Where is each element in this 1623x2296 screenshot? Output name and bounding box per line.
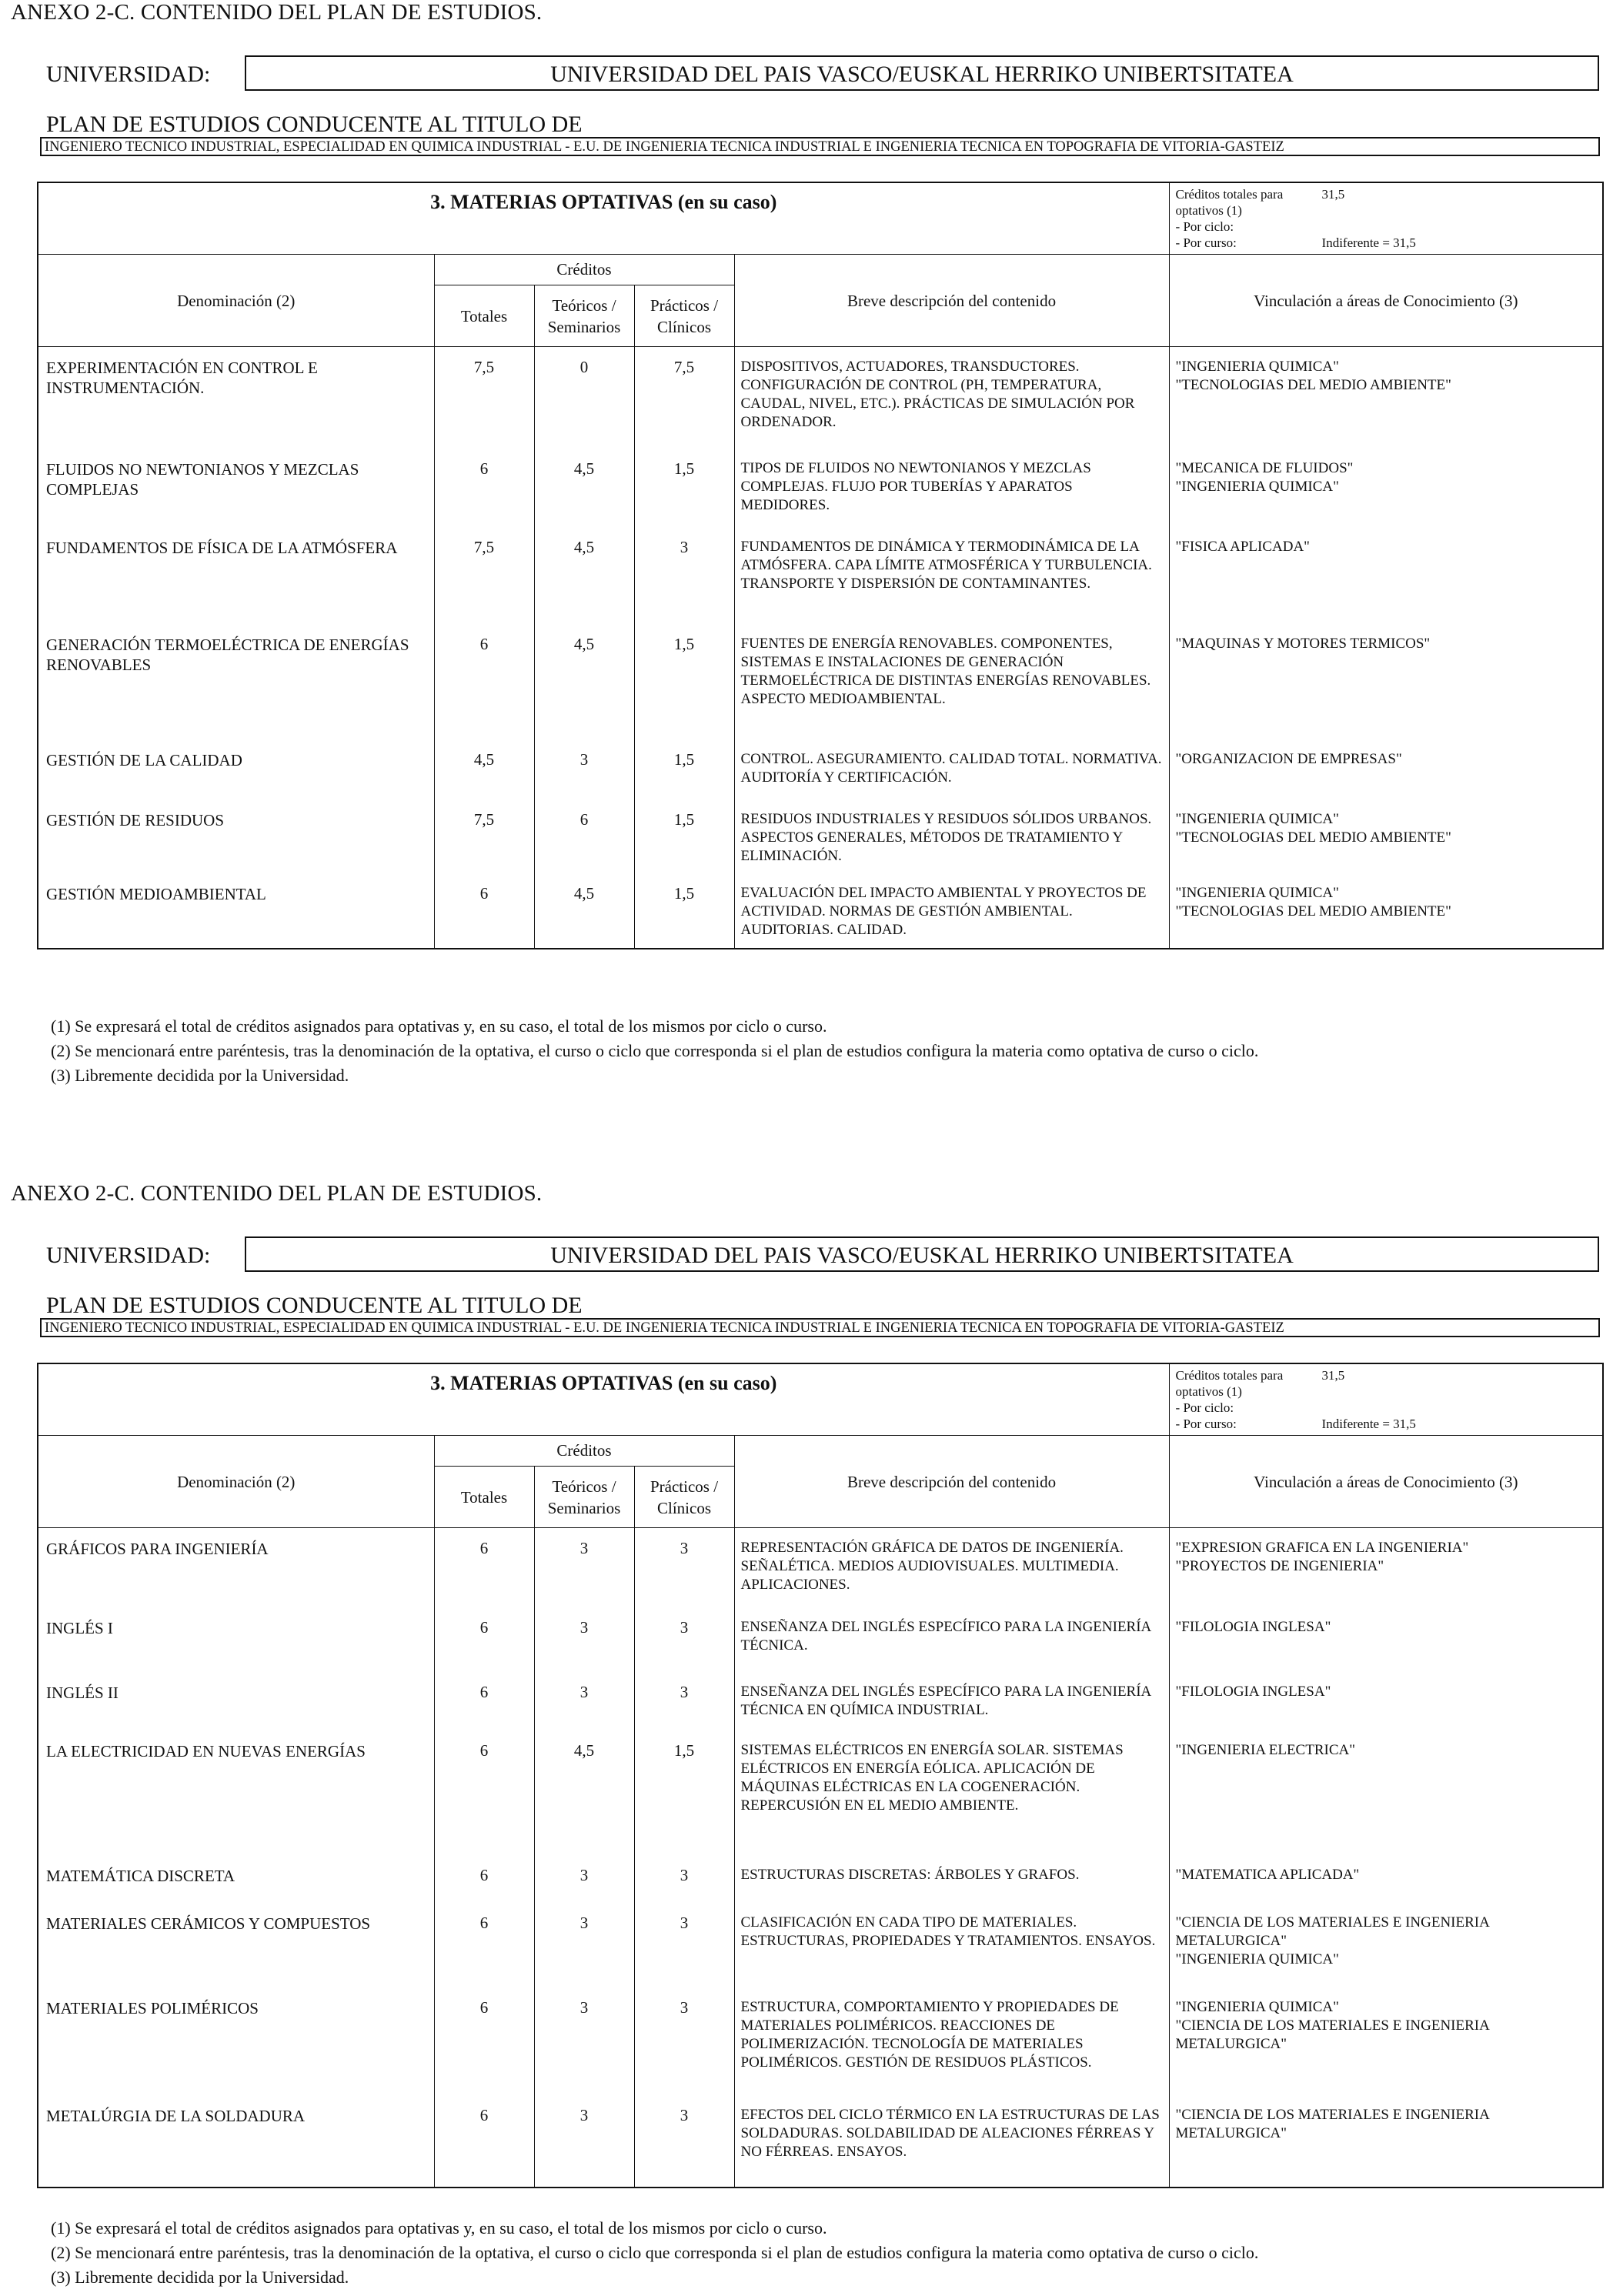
spacer-cell [1169, 943, 1603, 949]
creditos-practicos: 1,5 [634, 1730, 734, 1855]
header-totales: Totales [434, 1467, 534, 1528]
footnote-1: (1) Se expresará el total de créditos asignados para optativas y, en su caso, el total de los mismos por ciclo o curso. [51, 1016, 827, 1036]
curso-label: - Por curso: [1175, 235, 1237, 250]
header-vinculacion: Vinculación a áreas de Conocimiento (3) [1169, 1436, 1603, 1528]
materia-descripcion: FUNDAMENTOS DE DINÁMICA Y TERMODINÁMICA DE LA ATMÓSFERA. CAPA LÍMITE ATMOSFÉRICA Y TURBULENCIA. TRANSPORTE Y DISPERSIÓN DE CONTAMINANTES. [734, 527, 1169, 624]
spacer-cell [534, 2181, 634, 2188]
titulo-value: INGENIERO TECNICO INDUSTRIAL, ESPECIALIDAD EN QUIMICA INDUSTRIAL - E.U. DE INGENIERIA TECNICA INDUSTRIAL E INGENIERIA TECNICA EN TOPOGRAFIA DE VITORIA-GASTEIZ [40, 137, 1600, 156]
footnotes [51, 1014, 1258, 1088]
header-descripcion: Breve descripción del contenido [734, 255, 1169, 347]
creditos-totales: 7,5 [434, 799, 534, 873]
table-bottom-spacer [38, 2181, 1603, 2188]
creditos-totales: 6 [434, 1730, 534, 1855]
spacer-cell [534, 943, 634, 949]
creditos-teoricos: 3 [534, 739, 634, 799]
footnote-3: (3) Libremente decidida por la Universidad. [51, 2268, 349, 2287]
area-conocimiento: "INGENIERIA ELECTRICA" [1169, 1730, 1603, 1855]
table-row [38, 1730, 1603, 1855]
area-conocimiento: "ORGANIZACION DE EMPRESAS" [1169, 739, 1603, 799]
table-row [38, 873, 1603, 943]
area-conocimiento: "INGENIERIA QUIMICA" "TECNOLOGIAS DEL MEDIO AMBIENTE" [1169, 347, 1603, 449]
spacer-cell [634, 943, 734, 949]
materia-name: EXPERIMENTACIÓN EN CONTROL E INSTRUMENTACIÓN. [38, 347, 434, 449]
header-creditos: Créditos [434, 1436, 734, 1467]
table-row [38, 1607, 1603, 1672]
materia-descripcion: CLASIFICACIÓN EN CADA TIPO DE MATERIALES. ESTRUCTURAS, PROPIEDADES Y TRATAMIENTOS. ENSAYOS. [734, 1903, 1169, 1987]
materia-descripcion: DISPOSITIVOS, ACTUADORES, TRANSDUCTORES. CONFIGURACIÓN DE CONTROL (PH, TEMPERATURA, CAUDAL, NIVEL, ETC.). PRÁCTICAS DE SIMULACIÓN POR ORDENADOR. [734, 347, 1169, 449]
creditos-teoricos: 4,5 [534, 624, 634, 739]
creditos-teoricos: 3 [534, 2095, 634, 2181]
ciclo-label: - Por ciclo: [1175, 219, 1234, 234]
materia-name: INGLÉS II [38, 1672, 434, 1730]
header-teoricos: Teóricos / Seminarios [534, 285, 634, 347]
creditos-totales: 6 [434, 624, 534, 739]
header-denominacion: Denominación (2) [38, 1436, 434, 1528]
creditos-totales: 6 [434, 449, 534, 527]
total-value: 31,5 [1321, 1368, 1345, 1383]
curso-label: - Por curso: [1175, 1417, 1237, 1431]
materia-descripcion: CONTROL. ASEGURAMIENTO. CALIDAD TOTAL. NORMATIVA. AUDITORÍA Y CERTIFICACIÓN. [734, 739, 1169, 799]
materia-descripcion: ENSEÑANZA DEL INGLÉS ESPECÍFICO PARA LA INGENIERÍA TÉCNICA. [734, 1607, 1169, 1672]
materia-descripcion: ENSEÑANZA DEL INGLÉS ESPECÍFICO PARA LA INGENIERÍA TÉCNICA EN QUÍMICA INDUSTRIAL. [734, 1672, 1169, 1730]
materia-descripcion: RESIDUOS INDUSTRIALES Y RESIDUOS SÓLIDOS URBANOS. ASPECTOS GENERALES, MÉTODOS DE TRATAMIENTO Y ELIMINACIÓN. [734, 799, 1169, 873]
materia-name: METALÚRGIA DE LA SOLDADURA [38, 2095, 434, 2181]
table-row [38, 739, 1603, 799]
area-conocimiento: "FILOLOGIA INGLESA" [1169, 1672, 1603, 1730]
materia-name: GESTIÓN DE RESIDUOS [38, 799, 434, 873]
creditos-teoricos: 3 [534, 1672, 634, 1730]
footnote-3: (3) Libremente decidida por la Universidad. [51, 1066, 349, 1085]
materia-descripcion: ESTRUCTURA, COMPORTAMIENTO Y PROPIEDADES DE MATERIALES POLIMÉRICOS. REACCIONES DE POLIMERIZACIÓN. TECNOLOGÍA DE MATERIALES POLIMÉRICOS. GESTIÓN DE RESIDUOS PLÁSTICOS. [734, 1987, 1169, 2095]
spacer-cell [634, 2181, 734, 2188]
optativas-table [37, 1363, 1604, 2188]
creditos-teoricos: 3 [534, 1607, 634, 1672]
table-row [38, 2095, 1603, 2181]
footnotes [51, 2216, 1258, 2290]
totals-block [1169, 182, 1603, 255]
creditos-practicos: 1,5 [634, 624, 734, 739]
creditos-teoricos: 0 [534, 347, 634, 449]
spacer-cell [434, 2181, 534, 2188]
creditos-practicos: 3 [634, 1903, 734, 1987]
creditos-teoricos: 3 [534, 1855, 634, 1903]
area-conocimiento: "INGENIERIA QUIMICA" "CIENCIA DE LOS MATERIALES E INGENIERIA METALURGICA" [1169, 1987, 1603, 2095]
creditos-totales: 7,5 [434, 527, 534, 624]
creditos-totales: 4,5 [434, 739, 534, 799]
area-conocimiento: "MECANICA DE FLUIDOS" "INGENIERIA QUIMICA" [1169, 449, 1603, 527]
plan-label: PLAN DE ESTUDIOS CONDUCENTE AL TITULO DE [46, 1293, 583, 1318]
table-row [38, 1987, 1603, 2095]
spacer-cell [734, 943, 1169, 949]
materia-name: MATERIALES CERÁMICOS Y COMPUESTOS [38, 1903, 434, 1987]
creditos-totales: 6 [434, 1528, 534, 1607]
spacer-cell [734, 2181, 1169, 2188]
total-value: 31,5 [1321, 187, 1345, 202]
table-row [38, 1855, 1603, 1903]
creditos-teoricos: 4,5 [534, 527, 634, 624]
ciclo-label: - Por ciclo: [1175, 1400, 1234, 1415]
creditos-totales: 6 [434, 1672, 534, 1730]
universidad-label: UNIVERSIDAD: [46, 1243, 211, 1268]
header-denominacion: Denominación (2) [38, 255, 434, 347]
spacer-cell [38, 943, 434, 949]
header-creditos: Créditos [434, 255, 734, 285]
creditos-totales: 6 [434, 873, 534, 943]
header-descripcion: Breve descripción del contenido [734, 1436, 1169, 1528]
section-title: 3. MATERIAS OPTATIVAS (en su caso) [38, 182, 1169, 255]
materia-descripcion: EVALUACIÓN DEL IMPACTO AMBIENTAL Y PROYECTOS DE ACTIVIDAD. NORMAS DE GESTIÓN AMBIENTAL. AUDITORIAS. CALIDAD. [734, 873, 1169, 943]
totals-block [1169, 1363, 1603, 1436]
header-practicos: Prácticos / Clínicos [634, 285, 734, 347]
materia-name: FLUIDOS NO NEWTONIANOS Y MEZCLAS COMPLEJAS [38, 449, 434, 527]
creditos-totales: 6 [434, 1987, 534, 2095]
creditos-totales: 6 [434, 1607, 534, 1672]
table-row [38, 799, 1603, 873]
area-conocimiento: "FISICA APLICADA" [1169, 527, 1603, 624]
footnote-2: (2) Se mencionará entre paréntesis, tras la denominación de la optativa, el curso o ciclo que corresponda si el plan de estudios configura la materia como optativa de curso o ciclo. [51, 1041, 1259, 1060]
universidad-value: UNIVERSIDAD DEL PAIS VASCO/EUSKAL HERRIKO UNIBERTSITATEA [245, 1236, 1599, 1272]
spacer-cell [1169, 2181, 1603, 2188]
materia-name: GENERACIÓN TERMOELÉCTRICA DE ENERGÍAS RENOVABLES [38, 624, 434, 739]
materia-descripcion: EFECTOS DEL CICLO TÉRMICO EN LA ESTRUCTURAS DE LAS SOLDADURAS. SOLDABILIDAD DE ALEACIONES FÉRREAS Y NO FÉRREAS. ENSAYOS. [734, 2095, 1169, 2181]
total-label: Créditos totales para optativos (1) [1175, 1368, 1284, 1399]
materia-descripcion: REPRESENTACIÓN GRÁFICA DE DATOS DE INGENIERÍA. SEÑALÉTICA. MEDIOS AUDIOVISUALES. MULTIMEDIA. APLICACIONES. [734, 1528, 1169, 1607]
area-conocimiento: "INGENIERIA QUIMICA" "TECNOLOGIAS DEL MEDIO AMBIENTE" [1169, 799, 1603, 873]
creditos-practicos: 3 [634, 1987, 734, 2095]
materia-name: GESTIÓN MEDIOAMBIENTAL [38, 873, 434, 943]
creditos-practicos: 3 [634, 1855, 734, 1903]
creditos-teoricos: 3 [534, 1987, 634, 2095]
table-row [38, 527, 1603, 624]
creditos-practicos: 1,5 [634, 739, 734, 799]
creditos-practicos: 3 [634, 527, 734, 624]
curso-value: Indiferente = 31,5 [1321, 1417, 1416, 1431]
materia-name: LA ELECTRICIDAD EN NUEVAS ENERGÍAS [38, 1730, 434, 1855]
optativas-table [37, 182, 1604, 949]
materia-name: MATERIALES POLIMÉRICOS [38, 1987, 434, 2095]
materia-name: FUNDAMENTOS DE FÍSICA DE LA ATMÓSFERA [38, 527, 434, 624]
creditos-teoricos: 4,5 [534, 873, 634, 943]
creditos-practicos: 3 [634, 2095, 734, 2181]
table-row [38, 1672, 1603, 1730]
area-conocimiento: "FILOLOGIA INGLESA" [1169, 1607, 1603, 1672]
area-conocimiento: "MAQUINAS Y MOTORES TERMICOS" [1169, 624, 1603, 739]
creditos-practicos: 1,5 [634, 873, 734, 943]
creditos-teoricos: 3 [534, 1528, 634, 1607]
creditos-practicos: 3 [634, 1672, 734, 1730]
section-title: 3. MATERIAS OPTATIVAS (en su caso) [38, 1363, 1169, 1436]
creditos-practicos: 1,5 [634, 799, 734, 873]
creditos-teoricos: 3 [534, 1903, 634, 1987]
creditos-totales: 7,5 [434, 347, 534, 449]
creditos-practicos: 1,5 [634, 449, 734, 527]
materia-name: GRÁFICOS PARA INGENIERÍA [38, 1528, 434, 1607]
creditos-teoricos: 4,5 [534, 1730, 634, 1855]
table-row [38, 347, 1603, 449]
area-conocimiento: "CIENCIA DE LOS MATERIALES E INGENIERIA METALURGICA" [1169, 2095, 1603, 2181]
area-conocimiento: "CIENCIA DE LOS MATERIALES E INGENIERIA METALURGICA" "INGENIERIA QUIMICA" [1169, 1903, 1603, 1987]
creditos-totales: 6 [434, 1903, 534, 1987]
header-totales: Totales [434, 285, 534, 347]
creditos-practicos: 3 [634, 1607, 734, 1672]
materia-name: GESTIÓN DE LA CALIDAD [38, 739, 434, 799]
annex-title: ANEXO 2-C. CONTENIDO DEL PLAN DE ESTUDIOS. [11, 1181, 543, 1206]
materia-name: MATEMÁTICA DISCRETA [38, 1855, 434, 1903]
area-conocimiento: "EXPRESION GRAFICA EN LA INGENIERIA" "PROYECTOS DE INGENIERIA" [1169, 1528, 1603, 1607]
table-row [38, 624, 1603, 739]
universidad-label: UNIVERSIDAD: [46, 62, 211, 87]
header-teoricos: Teóricos / Seminarios [534, 1467, 634, 1528]
footnote-2: (2) Se mencionará entre paréntesis, tras la denominación de la optativa, el curso o ciclo que corresponda si el plan de estudios configura la materia como optativa de curso o ciclo. [51, 2243, 1259, 2262]
footnote-1: (1) Se expresará el total de créditos asignados para optativas y, en su caso, el total de los mismos por ciclo o curso. [51, 2218, 827, 2238]
creditos-teoricos: 4,5 [534, 449, 634, 527]
table-row [38, 1903, 1603, 1987]
curso-value: Indiferente = 31,5 [1321, 235, 1416, 250]
total-label: Créditos totales para optativos (1) [1175, 187, 1284, 218]
table-row [38, 449, 1603, 527]
creditos-practicos: 3 [634, 1528, 734, 1607]
annex-title: ANEXO 2-C. CONTENIDO DEL PLAN DE ESTUDIOS. [11, 0, 543, 25]
titulo-value: INGENIERO TECNICO INDUSTRIAL, ESPECIALIDAD EN QUIMICA INDUSTRIAL - E.U. DE INGENIERIA TECNICA INDUSTRIAL E INGENIERIA TECNICA EN TOPOGRAFIA DE VITORIA-GASTEIZ [40, 1318, 1600, 1337]
creditos-teoricos: 6 [534, 799, 634, 873]
materia-descripcion: TIPOS DE FLUIDOS NO NEWTONIANOS Y MEZCLAS COMPLEJAS. FLUJO POR TUBERÍAS Y APARATOS MEDIDORES. [734, 449, 1169, 527]
table-bottom-spacer [38, 943, 1603, 949]
spacer-cell [434, 943, 534, 949]
creditos-practicos: 7,5 [634, 347, 734, 449]
header-practicos: Prácticos / Clínicos [634, 1467, 734, 1528]
area-conocimiento: "MATEMATICA APLICADA" [1169, 1855, 1603, 1903]
materia-descripcion: ESTRUCTURAS DISCRETAS: ÁRBOLES Y GRAFOS. [734, 1855, 1169, 1903]
universidad-value: UNIVERSIDAD DEL PAIS VASCO/EUSKAL HERRIKO UNIBERTSITATEA [245, 55, 1599, 91]
creditos-totales: 6 [434, 2095, 534, 2181]
materia-name: INGLÉS I [38, 1607, 434, 1672]
area-conocimiento: "INGENIERIA QUIMICA" "TECNOLOGIAS DEL MEDIO AMBIENTE" [1169, 873, 1603, 943]
plan-label: PLAN DE ESTUDIOS CONDUCENTE AL TITULO DE [46, 112, 583, 137]
table-row [38, 1528, 1603, 1607]
materia-descripcion: SISTEMAS ELÉCTRICOS EN ENERGÍA SOLAR. SISTEMAS ELÉCTRICOS EN ENERGÍA EÓLICA. APLICACIÓN DE MÁQUINAS ELÉCTRICAS EN LA COGENERACIÓN. REPERCUSIÓN EN EL MEDIO AMBIENTE. [734, 1730, 1169, 1855]
creditos-totales: 6 [434, 1855, 534, 1903]
header-vinculacion: Vinculación a áreas de Conocimiento (3) [1169, 255, 1603, 347]
spacer-cell [38, 2181, 434, 2188]
materia-descripcion: FUENTES DE ENERGÍA RENOVABLES. COMPONENTES, SISTEMAS E INSTALACIONES DE GENERACIÓN TERMOELÉCTRICA DE DISTINTAS ENERGÍAS RENOVABLES. ASPECTO MEDIOAMBIENTAL. [734, 624, 1169, 739]
